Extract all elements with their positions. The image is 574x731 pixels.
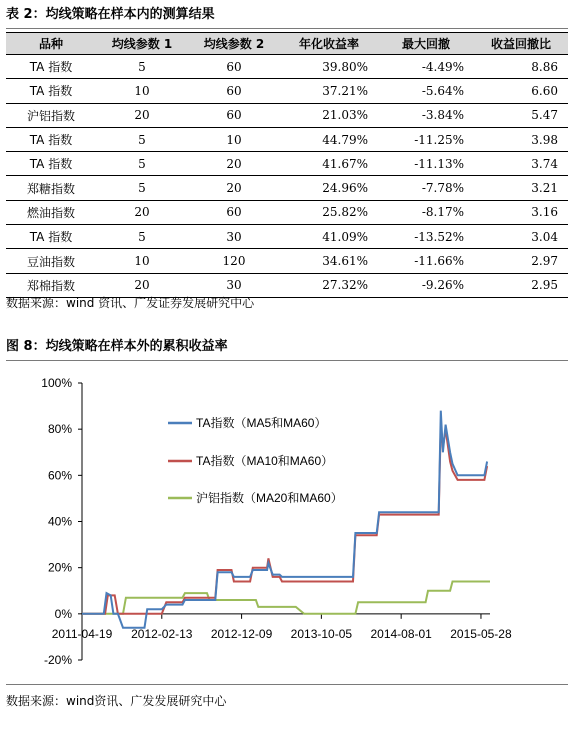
table-caption: 表 2：均线策略在样本内的测算结果 [6,6,568,29]
y-tick-label: 20% [47,560,72,575]
cell-ratio: 3.98 [474,127,568,151]
figure-source: 数据来源：wind资讯、广发发展研究中心 [6,694,227,708]
cell-ma-param-1: 10 [96,79,188,103]
table-row [6,127,568,151]
cell-annual-return: 41.67% [280,152,378,176]
cell-ma-param-1: 20 [96,103,188,127]
header-ma-param-2: 均线参数 2 [188,33,280,55]
table-row [6,79,568,103]
x-tick-label: 2015-05-28 [450,626,512,641]
cell-ratio: 3.04 [474,225,568,249]
cell-ma-param-2: 30 [188,225,280,249]
table-row [6,55,568,79]
cell-variety: 豆油指数 [6,249,96,273]
cell-ma-param-1: 5 [96,176,188,200]
cell-variety: TA 指数 [6,127,96,151]
cell-variety: 沪铝指数 [6,103,96,127]
cell-ma-param-2: 60 [188,79,280,103]
table-row [6,200,568,224]
cell-ratio: 3.21 [474,176,568,200]
table-row [6,225,568,249]
bottom-divider [6,684,568,685]
y-tick-label: -20% [43,653,72,667]
cell-variety: TA 指数 [6,55,96,79]
cell-max-drawdown: -11.25% [378,127,474,151]
x-tick-label: 2012-02-13 [131,626,193,641]
cell-variety: TA 指数 [6,79,96,103]
cell-annual-return: 41.09% [280,225,378,249]
cell-variety: TA 指数 [6,225,96,249]
table-row [6,176,568,200]
cell-max-drawdown: -4.49% [378,55,474,79]
cell-ratio: 5.47 [474,103,568,127]
cell-ratio: 6.60 [474,79,568,103]
series-line-1 [82,425,487,614]
x-tick-label: 2014-08-01 [370,626,432,641]
figure-caption: 图 8：均线策略在样本外的累积收益率 [6,338,568,361]
header-annual-return: 年化收益率 [280,33,378,55]
header-ma-param-1: 均线参数 1 [96,33,188,55]
y-tick-label: 60% [47,468,72,483]
cell-ma-param-2: 60 [188,103,280,127]
x-tick-label: 2013-10-05 [290,626,353,641]
x-tick-label: 2011-04-19 [51,626,113,641]
cell-ma-param-2: 60 [188,200,280,224]
cell-annual-return: 34.61% [280,249,378,273]
cell-ma-param-2: 10 [188,127,280,151]
cell-ma-param-2: 60 [188,55,280,79]
cell-ma-param-1: 5 [96,127,188,151]
y-tick-label: 80% [47,422,72,437]
table-header-row [6,33,568,55]
legend-label-2: 沪铝指数（MA20和MA60） [196,491,343,505]
cell-ma-param-2: 20 [188,176,280,200]
header-return-drawdown-ratio: 收益回撤比 [474,33,568,55]
x-tick-label: 2012-12-09 [210,626,273,641]
legend-label-0: TA指数（MA5和MA60） [196,416,327,430]
cell-ratio: 3.16 [474,200,568,224]
cumulative-return-chart [0,365,574,680]
y-tick-label: 0% [54,606,72,621]
cell-ma-param-1: 5 [96,55,188,79]
cell-ratio: 2.97 [474,249,568,273]
y-tick-label: 100% [41,376,72,390]
cell-max-drawdown: -11.66% [378,249,474,273]
table-row [6,152,568,176]
results-table [6,32,568,298]
cell-ma-param-1: 20 [96,273,188,297]
cell-ma-param-1: 5 [96,152,188,176]
cell-max-drawdown: -11.13% [378,152,474,176]
cell-ratio: 8.86 [474,55,568,79]
cell-variety: 郑糖指数 [6,176,96,200]
legend-label-1: TA指数（MA10和MA60） [196,454,334,468]
cell-variety: TA 指数 [6,152,96,176]
cell-annual-return: 44.79% [280,127,378,151]
cell-max-drawdown: -3.84% [378,103,474,127]
table-source: 数据来源：wind 资讯、广发证券发展研究中心 [6,296,255,310]
cell-ma-param-2: 120 [188,249,280,273]
header-variety: 品种 [6,33,96,55]
cell-max-drawdown: -8.17% [378,200,474,224]
cell-max-drawdown: -5.64% [378,79,474,103]
cell-max-drawdown: -7.78% [378,176,474,200]
cell-annual-return: 24.96% [280,176,378,200]
y-tick-label: 40% [47,514,72,529]
cell-annual-return: 25.82% [280,200,378,224]
cell-ma-param-1: 10 [96,249,188,273]
cell-max-drawdown: -13.52% [378,225,474,249]
cell-ma-param-2: 20 [188,152,280,176]
cell-variety: 燃油指数 [6,200,96,224]
cell-annual-return: 37.21% [280,79,378,103]
cell-max-drawdown: -9.26% [378,273,474,297]
cell-ratio: 2.95 [474,273,568,297]
series-line-2 [82,582,490,614]
cell-ma-param-1: 20 [96,200,188,224]
cell-annual-return: 39.80% [280,55,378,79]
cell-ma-param-2: 30 [188,273,280,297]
header-max-drawdown: 最大回撤 [378,33,474,55]
table-row [6,249,568,273]
cell-ratio: 3.74 [474,152,568,176]
cell-variety: 郑棉指数 [6,273,96,297]
cell-annual-return: 27.32% [280,273,378,297]
cell-annual-return: 21.03% [280,103,378,127]
cell-ma-param-1: 5 [96,225,188,249]
table-row [6,103,568,127]
